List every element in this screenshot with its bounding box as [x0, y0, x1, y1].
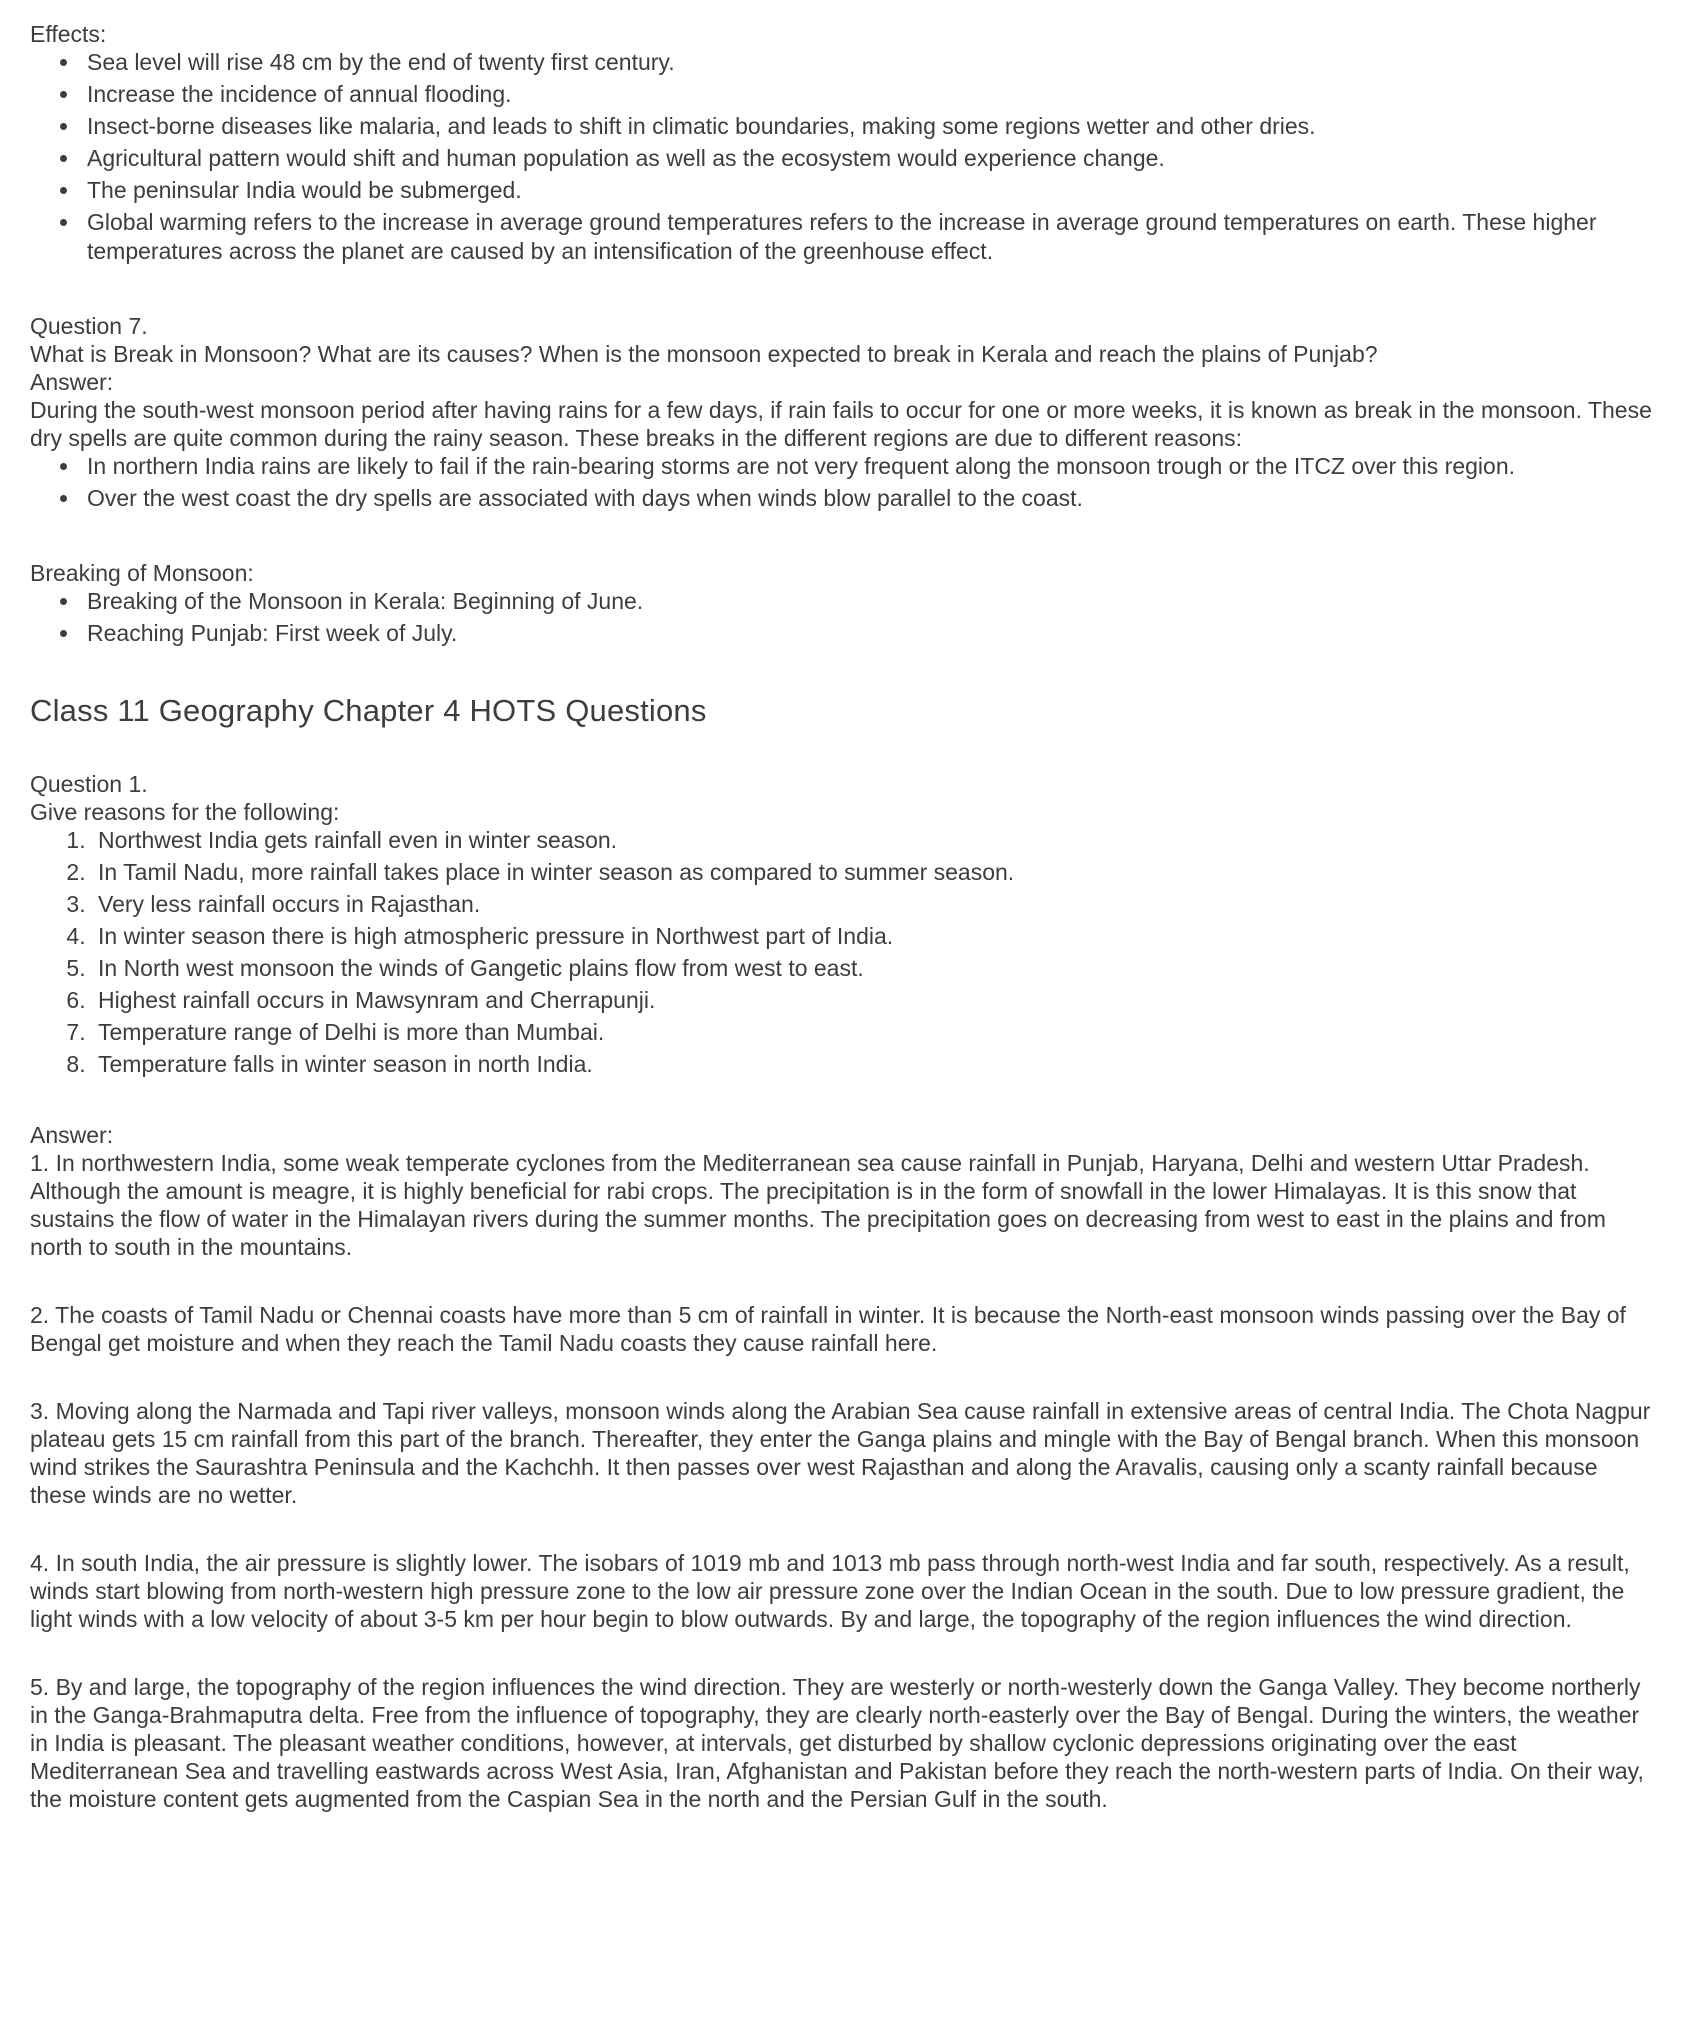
list-item: 4. In winter season there is high atmospheric pressure in Northwest part of India. [92, 922, 1660, 951]
breaking-label: Breaking of Monsoon: [30, 560, 254, 586]
question1-block [30, 770, 1660, 826]
question7-answer-label: Answer: [30, 369, 114, 395]
question1-label: Question 1. [30, 771, 148, 797]
question1-numbered-list [30, 826, 1660, 1079]
list-item: • Sea level will rise 48 cm by the end of twenty first century. [81, 48, 1660, 77]
list-item: • Reaching Punjab: First week of July. [81, 619, 1660, 648]
answer-paragraph-1: 1. In northwestern India, some weak temperate cyclones from the Mediterranean sea cause rainfall in Punjab, Haryana, Delhi and western Uttar Pradesh. Although the amount is meagre, it is highly beneficial for rabi crops. The precipitation is in the form of snowfall in the lower Himalayas. It is this snow that sustains the flow of water in the Himalayan rivers during the summer months. The precipitation goes on decreasing from west to east in the plains and from north to south in the mountains. [30, 1150, 1606, 1260]
list-item: 5. In North west monsoon the winds of Gangetic plains flow from west to east. [92, 954, 1660, 983]
hots-heading: Class 11 Geography Chapter 4 HOTS Questions [30, 693, 707, 728]
answer-paragraph-3: 3. Moving along the Narmada and Tapi river valleys, monsoon winds along the Arabian Sea cause rainfall in extensive areas of central India. The Chota Nagpur plateau gets 15 cm rainfall from this part of the branch. Thereafter, they enter the Ganga plains and mingle with the Bay of Bengal branch. When this monsoon wind strikes the Saurashtra Peninsula and the Kachchh. It then passes over west Rajasthan and along the Aravalis, causing only a scanty rainfall because these winds are no wetter. [30, 1398, 1651, 1508]
question1-answer-label: Answer: [30, 1122, 114, 1148]
answer-paragraph-2: 2. The coasts of Tamil Nadu or Chennai coasts have more than 5 cm of rainfall in winter. It is because the North-east monsoon winds passing over the Bay of Bengal get moisture and when they reach the Tamil Nadu coasts they cause rainfall here. [30, 1302, 1626, 1356]
list-item: 7. Temperature range of Delhi is more than Mumbai. [92, 1018, 1660, 1047]
question7-label: Question 7. [30, 313, 148, 339]
list-item: 1. Northwest India gets rainfall even in winter season. [92, 826, 1660, 855]
list-item: • Over the west coast the dry spells are associated with days when winds blow parallel to the coast. [81, 484, 1660, 513]
list-item: 8. Temperature falls in winter season in north India. [92, 1050, 1660, 1079]
list-item: • In northern India rains are likely to fail if the rain-bearing storms are not very frequent along the monsoon trough or the ITCZ over this region. [81, 452, 1660, 481]
list-item: • Increase the incidence of annual flooding. [81, 80, 1660, 109]
question1-prompt: Give reasons for the following: [30, 799, 340, 825]
question7-block [30, 312, 1660, 452]
breaking-bullet-list [30, 587, 1660, 648]
answer-paragraph-5: 5. By and large, the topography of the region influences the wind direction. They are westerly or north-westerly down the Ganga Valley. They become northerly in the Ganga-Brahmaputra delta. Free from the influence of topography, they are clearly north-easterly over the Bay of Bengal. During the winters, the weather in India is pleasant. The pleasant weather conditions, however, at intervals, get disturbed by shallow cyclonic depressions originating over the east Mediterranean Sea and travelling eastwards across West Asia, Iran, Afghanistan and Pakistan before they reach the north-western parts of India. On their way, the moisture content gets augmented from the Caspian Sea in the north and the Persian Gulf in the south. [30, 1674, 1644, 1812]
list-item: • Breaking of the Monsoon in Kerala: Beginning of June. [81, 587, 1660, 616]
list-item: • Insect-borne diseases like malaria, and leads to shift in climatic boundaries, making some regions wetter and other dries. [81, 112, 1660, 141]
list-item: 2. In Tamil Nadu, more rainfall takes place in winter season as compared to summer season. [92, 858, 1660, 887]
question7-text: What is Break in Monsoon? What are its causes? When is the monsoon expected to break in Kerala and reach the plains of Punjab? [30, 341, 1378, 367]
list-item: 6. Highest rainfall occurs in Mawsynram and Cherrapunji. [92, 986, 1660, 1015]
answer-paragraph-4: 4. In south India, the air pressure is slightly lower. The isobars of 1019 mb and 1013 mb pass through north-west India and far south, respectively. As a result, winds start blowing from north-western high pressure zone to the low air pressure zone over the Indian Ocean in the south. Due to low pressure gradient, the light winds with a low velocity of about 3-5 km per hour begin to blow outwards. By and large, the topography of the region influences the wind direction. [30, 1550, 1630, 1632]
question1-answer-block [30, 1121, 1660, 1261]
effects-label: Effects: [30, 21, 107, 47]
list-item: • The peninsular India would be submerged. [81, 176, 1660, 205]
effects-bullet-list [30, 48, 1660, 266]
question7-answer-intro: During the south-west monsoon period after having rains for a few days, if rain fails to occur for one or more weeks, it is known as break in the monsoon. These dry spells are quite common during the rainy season. These breaks in the different regions are due to different reasons: [30, 397, 1652, 451]
question7-bullet-list [30, 452, 1660, 513]
list-item: • Global warming refers to the increase in average ground temperatures refers to the increase in average ground temperatures on earth. These higher temperatures across the planet are caused by an intensification of the greenhouse effect. [81, 208, 1660, 266]
list-item: • Agricultural pattern would shift and human population as well as the ecosystem would experience change. [81, 144, 1660, 173]
list-item: 3. Very less rainfall occurs in Rajasthan. [92, 890, 1660, 919]
text-column [30, 20, 1660, 1813]
